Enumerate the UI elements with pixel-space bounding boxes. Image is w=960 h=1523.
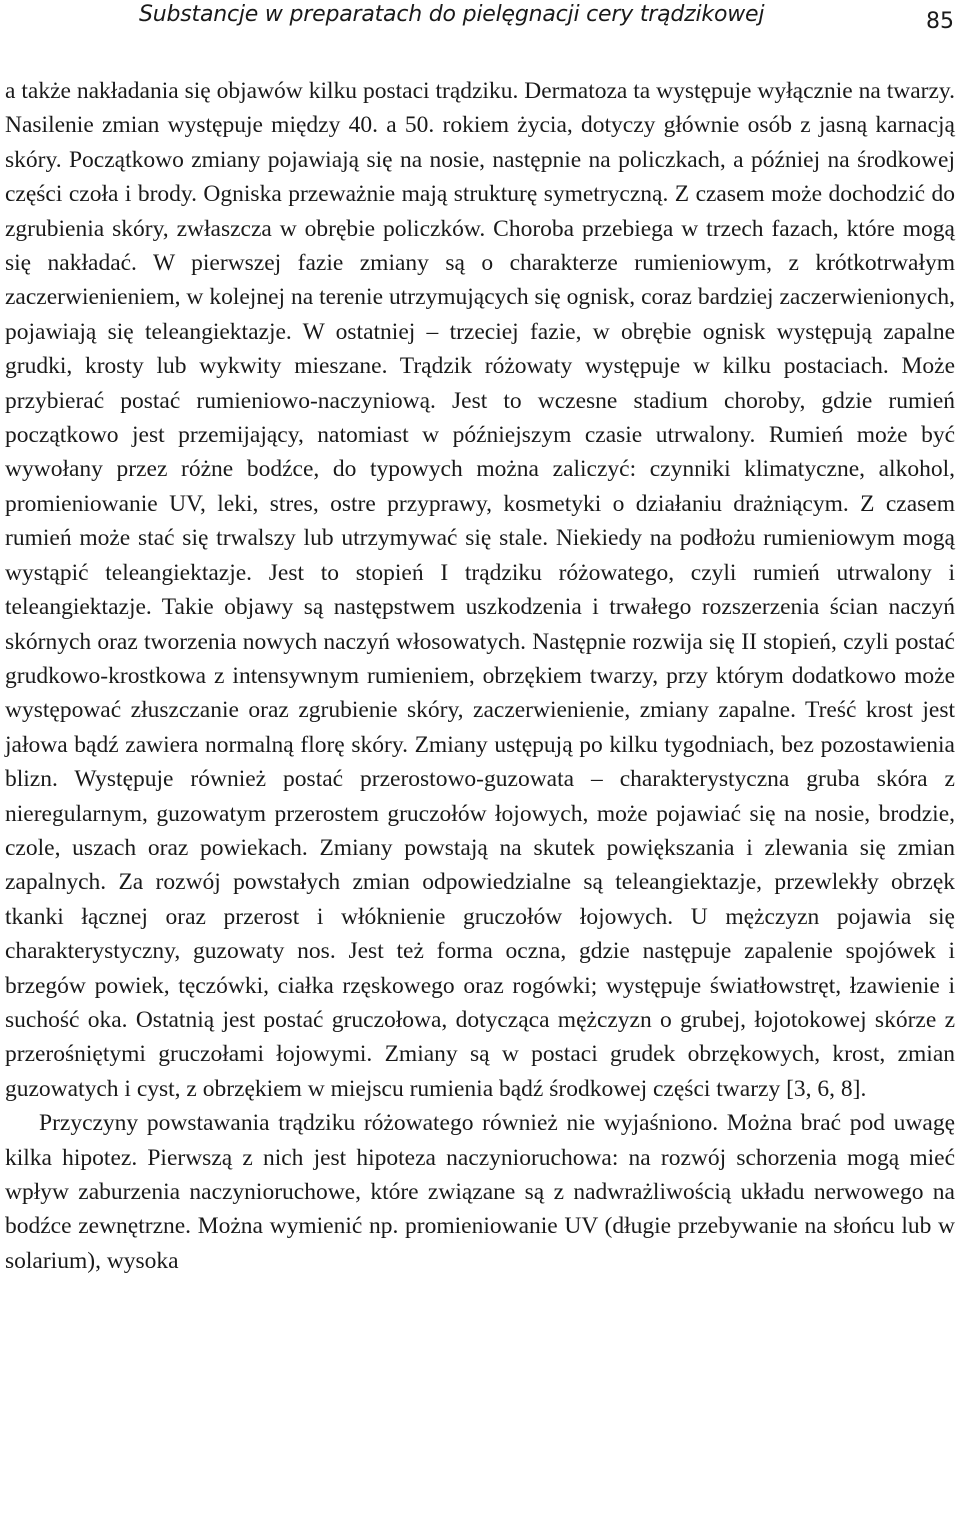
body-text xyxy=(5,74,955,1278)
paragraph: Przyczyny powstawania trądziku różowatego również nie wyjaśniono. Można brać pod uwagę kilka hipotez. Pierwszą z nich jest hipoteza naczynioruchowa: na rozwój schorzenia mogą mieć wpływ zaburzenia naczynioruchowe, które związane są z nadwrażliwością układu nerwowego na bodźce zewnętrzne. Można wymienić np. promieniowanie UV (długie przebywanie na słońcu lub w solarium), wysoka xyxy=(5,1110,955,1274)
paragraph: a także nakładania się objawów kilku postaci trądziku. Dermatoza ta występuje wyłącznie na twarzy. Nasilenie zmian występuje między 40. a 50. rokiem życia, dotyczy głównie osób z jasną karnacją skóry. Początkowo zmiany pojawiają się na nosie, następnie na policzkach, a później na środkowej części czoła i brody. Ogniska przeważnie mają strukturę symetryczną. Z czasem może dochodzić do zgrubienia skóry, zwłaszcza w obrębie policzków. Choroba przebiega w trzech fazach, które mogą się nakładać. W pierwszej fazie zmiany są o charakterze rumieniowym, z krótkotrwałym zaczerwienieniem, w kolejnej na terenie utrzymujących się ognisk, coraz bardziej zaczerwienionych, pojawiają się teleangiektazje. W ostatniej – trzeciej fazie, w obrębie ognisk występują zapalne grudki, krosty lub wykwity mieszane. Trądzik różowaty występuje w kilku postaciach. Może przybierać postać rumieniowo-naczyniową. Jest to wczesne stadium choroby, gdzie rumień początkowo jest przemijający, natomiast w późniejszym czasie utrwalony. Rumień może być wywołany przez różne bodźce, do typowych można zaliczyć: czynniki klimatyczne, alkohol, promieniowanie UV, leki, stres, ostre przyprawy, kosmetyki o działaniu drażniącym. Z czasem rumień może stać się trwalszy lub utrzymywać się stale. Niekiedy na podłożu rumieniowym mogą wystąpić teleangiektazje. Jest to stopień I trądziku różowatego, czyli rumień utrwalony i teleangiektazje. Takie objawy są następstwem uszkodzenia i trwałego rozszerzenia ścian naczyń skórnych oraz tworzenia nowych naczyń włosowatych. Następnie rozwija się II stopień, czyli postać grudkowo-krostkowa z intensywnym rumieniem, obrzękiem twarzy, przy którym dodatkowo może występować złuszczanie oraz zgrubienie skóry, zaczerwienienie, zmiany zapalne. Treść krost jest jałowa bądź zawiera normalną florę skóry. Zmiany ustępują po kilku tygodniach, bez pozostawienia blizn. Występuje również postać przerostowo-guzowata – charakterystyczna gruba skóra z nieregularnym, guzowatym przerostem gruczołów łojowych, może pojawiać się na nosie, brodzie, czole, uszach oraz powiekach. Zmiany powstają na skutek powiększania i zlewania się zmian zapalnych. Za rozwój powstałych zmian odpowiedzialne są teleangiektazje, przewlekły obrzęk tkanki łącznej oraz przerost i włóknienie gruczołów łojowych. U mężczyzn pojawia się charakterystyczny, guzowaty nos. Jest też forma oczna, gdzie następuje zapalenie spojówek i brzegów powiek, tęczówki, ciałka rzęskowego oraz rogówki; występuje światłowstręt, łzawienie i suchość oka. Ostatnią jest postać gruczołowa, dotycząca mężczyzn o grubej, łojotokowej skórze z przerośniętymi gruczołami łojowymi. Zmiany są w postaci grudek obrzękowych, krost, zmian guzowatych i cyst, z obrzękiem w miejscu rumienia bądź środkowej części twarzy [3, 6, 8]. xyxy=(5,78,955,1102)
page-number: 85 xyxy=(926,9,954,34)
page-header xyxy=(0,0,960,44)
running-title: Substancje w preparatach do pielęgnacji cery trądzikowej xyxy=(139,2,765,27)
